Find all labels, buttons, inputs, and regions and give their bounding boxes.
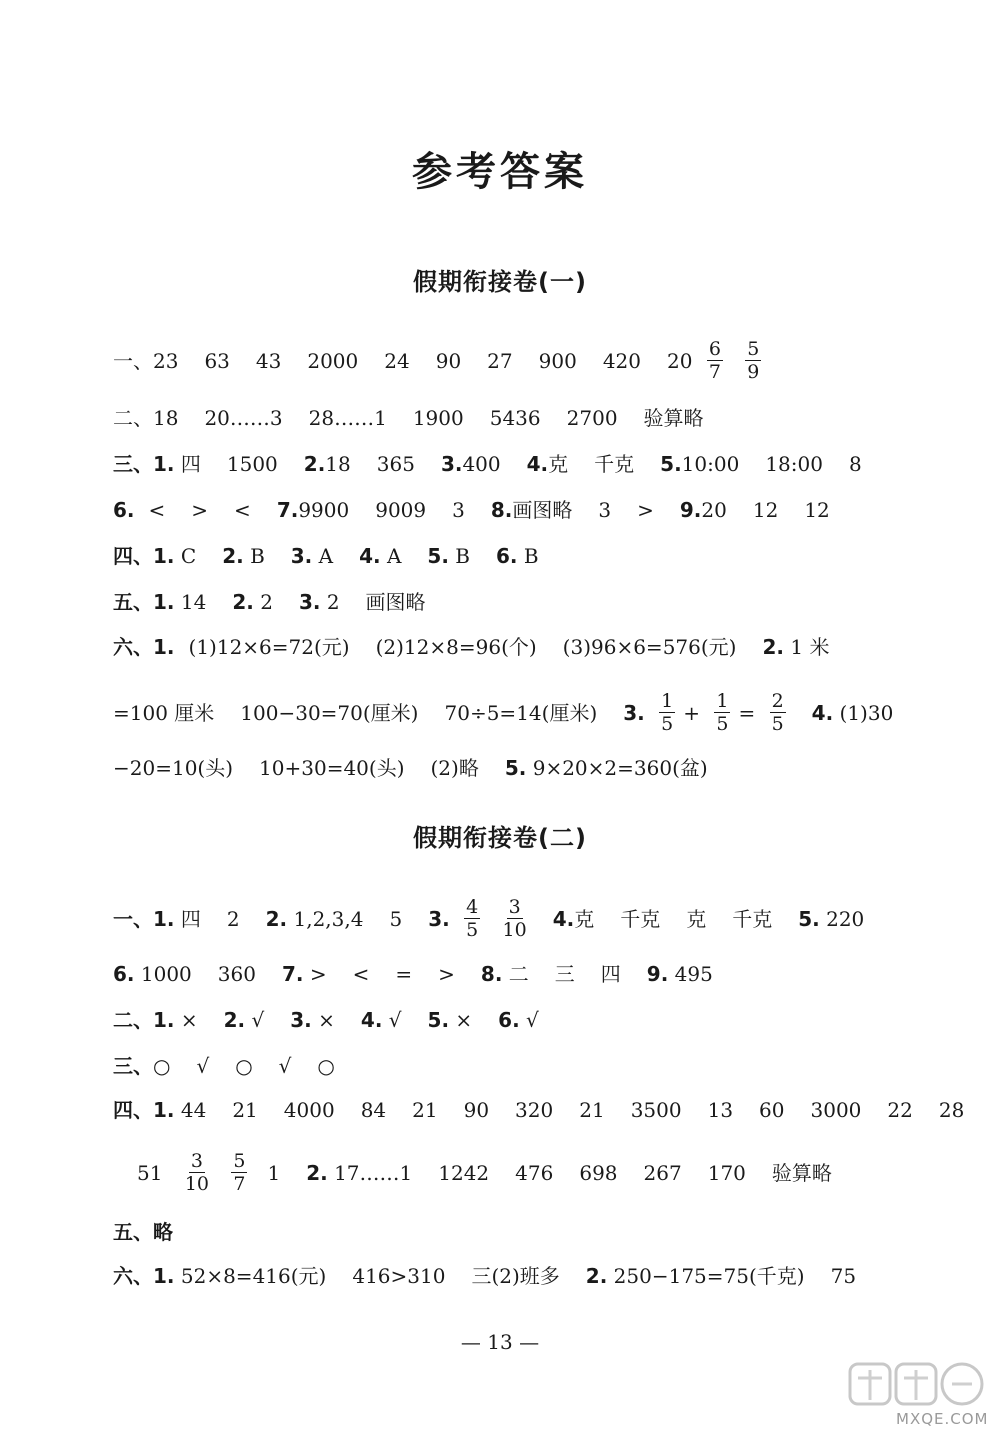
answer-line: 6. 1000 360 7. > < = > 8. 二 三 四 9. 495 — [113, 961, 713, 986]
answer-line: 三、○ √ ○ √ ○ — [113, 1053, 335, 1078]
answer-line: 四、1. 44 21 4000 84 21 90 320 21 3500 13 60 3000 22 28 — [113, 1097, 965, 1122]
answer-line: 四、1. C 2. B 3. A 4. A 5. B 6. B — [113, 543, 539, 568]
fraction: $\frac{4}{5}$ — [466, 896, 479, 941]
answer-line: 一、1. 四 2 2. 1,2,3,4 5 3. $\frac{4}{5}$ $\frac{3}{10}$ 4.克 千克 克 千克 5. 220 — [113, 896, 865, 941]
section-heading-1: 假期衔接卷(一) — [413, 268, 587, 296]
fraction: $\frac{5}{7}$ — [233, 1150, 246, 1195]
section-heading-2: 假期衔接卷(二) — [413, 824, 587, 852]
answer-line: 二、1. × 2. √ 3. × 4. √ 5. × 6. √ — [113, 1007, 539, 1032]
answer-line: 6. < > < 7.9900 9009 3 8.画图略 3 > 9.20 12 12 — [113, 497, 830, 522]
fraction: $\frac{1}{5}$ — [716, 690, 729, 735]
watermark-url: MXQE.COM — [896, 1410, 989, 1428]
fraction: $\frac{6}{7}$ — [708, 338, 721, 383]
answer-line: 二、18 20……3 28……1 1900 5436 2700 验算略 — [113, 405, 704, 430]
fraction: $\frac{2}{5}$ — [771, 690, 784, 735]
fraction: $\frac{5}{9}$ — [747, 338, 760, 383]
answer-line: 三、1. 四 1500 2.18 365 3.400 4.克 千克 5.10:00 18:00 8 — [113, 451, 862, 476]
answer-line: −20=10(头) 10+30=40(头) (2)略 5. 9×20×2=360(盆) — [113, 755, 708, 780]
answer-line: =100 厘米 100−30=70(厘米) 70÷5=14(厘米) 3. $\frac{1}{5}$ + $\frac{1}{5}$ = $\frac{2}{5}$ 4. (1)30 — [113, 690, 894, 735]
answer-line: 六、1. 52×8=416(元) 416>310 三(2)班多 2. 250−175=75(千克) 75 — [113, 1263, 857, 1288]
answer-line: 六、1. (1)12×6=72(元) (2)12×8=96(个) (3)96×6=576(元) 2. 1 米 — [113, 634, 830, 659]
answer-line: 51 $\frac{3}{10}$ $\frac{5}{7}$ 1 2. 17……1 1242 476 698 267 170 验算略 — [137, 1150, 832, 1195]
answer-line: 五、略 — [113, 1219, 173, 1244]
page-title: 参考答案 — [412, 149, 588, 195]
fraction: $\frac{1}{5}$ — [661, 690, 674, 735]
page-number: — 13 — — [460, 1330, 540, 1354]
fraction: $\frac{3}{10}$ — [184, 1150, 209, 1195]
answer-line: 一、23 63 43 2000 24 90 27 900 420 20 $\frac{6}{7}$ $\frac{5}{9}$ — [113, 338, 760, 383]
answer-line: 五、1. 14 2. 2 3. 2 画图略 — [113, 589, 426, 614]
fraction: $\frac{3}{10}$ — [502, 896, 527, 941]
